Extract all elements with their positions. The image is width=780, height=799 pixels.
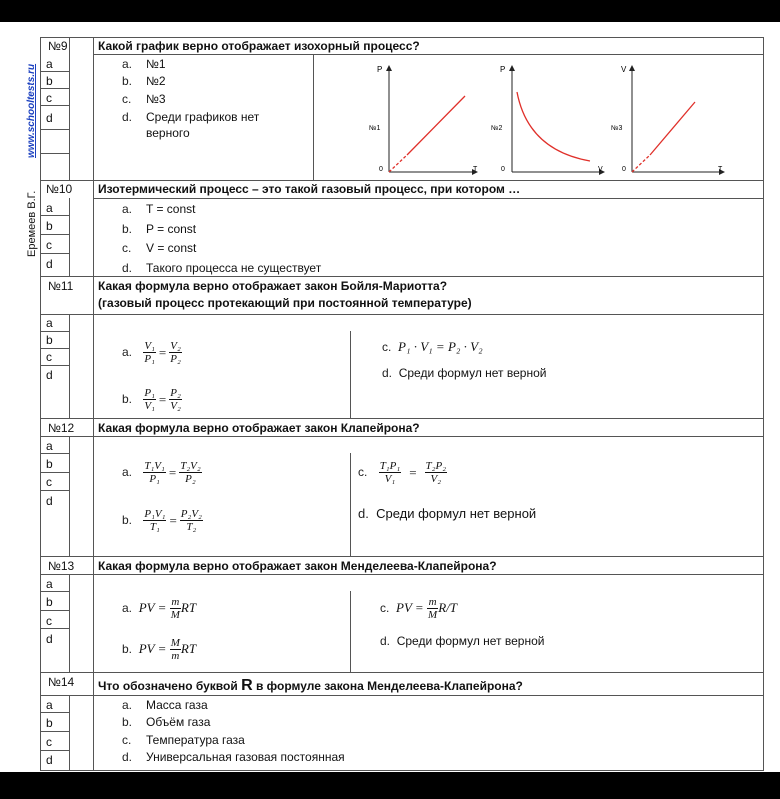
q11-title: Какая формула верно отображает закон Бойля-Мариотта? [98, 279, 448, 293]
site-url-vertical[interactable]: www.schooltests.ru [26, 63, 37, 158]
q13-option-c[interactable]: c. PV = $\frac{m}{M}$ R/T [380, 596, 457, 622]
row-line [40, 695, 764, 696]
option-letter: b. [122, 715, 133, 729]
graph-2-number: №2 [491, 125, 503, 132]
q9-option-a[interactable]: №1 [146, 57, 166, 71]
q11-subtitle: (газовый процесс протекающий при постоянной температуре) [98, 296, 472, 310]
option-letter: c. [122, 92, 132, 106]
q11-option-d[interactable]: d. Среди формул нет верной [382, 366, 547, 380]
answer-letter-d[interactable]: d [46, 494, 53, 508]
q9-option-d-cont: верного [146, 126, 190, 140]
q10-option-b[interactable]: P = const [146, 222, 197, 236]
answer-letter-b[interactable]: b [46, 74, 53, 88]
graph-2-x-label: V [598, 166, 603, 173]
graph-2-origin: 0 [501, 166, 505, 173]
answer-letter-c[interactable]: c [46, 350, 52, 364]
answer-letter-a[interactable]: a [46, 698, 53, 712]
q9-number: №9 [48, 39, 68, 53]
table-border-question-col [93, 37, 94, 770]
q14-option-b[interactable]: Объём газа [146, 715, 211, 729]
row-line [40, 314, 764, 315]
answer-letter-b[interactable]: b [46, 333, 53, 347]
answer-letter-a[interactable]: a [46, 439, 53, 453]
test-sheet [0, 22, 780, 772]
option-letter: a. [122, 57, 133, 71]
option-letter: d. [122, 110, 133, 124]
answer-letter-a[interactable]: a [46, 316, 53, 330]
graph-1-origin: 0 [379, 166, 383, 173]
q13-number: №13 [48, 559, 75, 573]
answer-col-line [69, 314, 70, 418]
row-line [40, 180, 764, 181]
answer-letter-b[interactable]: b [46, 716, 53, 730]
graph-3-origin: 0 [622, 166, 626, 173]
q11-option-b[interactable]: b. $\frac{\text{P₁}}{\text{V₁}}$ = $\frac{\text{P₂}}{\text{V₂}}$ [122, 387, 181, 413]
answer-letter-d[interactable]: d [46, 368, 53, 382]
answer-letter-a[interactable]: a [46, 577, 53, 591]
q12-divider [350, 453, 351, 556]
q12-option-b[interactable]: b. $\frac{\text{P₁V₁}}{\text{T₁}}$ = $\frac{\text{P₂V₂}}{\text{T₂}}$ [122, 508, 202, 534]
q14-option-a[interactable]: Масса газа [146, 698, 208, 712]
q11-option-c[interactable]: c. P₁ · V₁ = P₂ · V₂ [382, 339, 483, 354]
q12-option-c[interactable]: c. $\frac{\text{T₁P₁}}{\text{V₁}}$ = $\frac{\text{T₂P₂}}{\text{V₂}}$ [358, 460, 447, 486]
q11-number: №11 [48, 279, 74, 293]
row-line [40, 574, 764, 575]
answer-letter-c[interactable]: c [46, 91, 52, 105]
row-line [40, 556, 764, 557]
q9-graphs [365, 60, 765, 178]
row-line [40, 276, 764, 277]
row-line [40, 418, 764, 419]
q14-title: Что обозначено буквой R в формуле закона Менделеева-Клапейрона? [98, 677, 523, 694]
answer-col-line [69, 574, 70, 672]
option-letter: c. [122, 733, 132, 747]
row-line [40, 37, 764, 38]
q10-title: Изотермический процесс – это такой газовый процесс, при котором … [98, 182, 521, 196]
option-letter: a. [122, 202, 133, 216]
answer-letter-a[interactable]: a [46, 201, 53, 215]
q12-option-d[interactable]: d. Среди формул нет верной [358, 506, 537, 521]
graph-3 [611, 65, 723, 173]
answer-letter-d[interactable]: d [46, 257, 53, 271]
q9-divider [313, 54, 314, 180]
option-letter: b. [122, 74, 133, 88]
answer-col-line [69, 198, 70, 276]
answer-letter-d[interactable]: d [46, 111, 53, 125]
row-line [40, 770, 764, 771]
q13-option-b[interactable]: b. PV = $\frac{M}{m}$ RT [122, 637, 197, 663]
row-line [93, 198, 764, 199]
q11-option-a[interactable]: a. $\frac{\text{V₁}}{\text{P₁}}$ = $\frac{\text{V₂}}{\text{P₂}}$ [122, 340, 181, 366]
option-letter: c. [122, 241, 132, 255]
q10-number: №10 [46, 182, 73, 196]
answer-letter-c[interactable]: c [46, 614, 52, 628]
graph-2-y-label: P [500, 65, 506, 74]
q9-option-d[interactable]: Среди графиков нет [146, 110, 260, 124]
option-letter: d. [122, 750, 133, 764]
q10-option-c[interactable]: V = const [146, 241, 197, 255]
q12-number: №12 [48, 421, 75, 435]
option-letter: d. [122, 261, 133, 275]
q13-divider [350, 591, 351, 672]
answer-letter-d[interactable]: d [46, 632, 53, 646]
graph-3-x-label: T [718, 166, 723, 173]
row-line [93, 54, 764, 55]
answer-letter-b[interactable]: b [46, 457, 53, 471]
q13-option-d[interactable]: d. Среди формул нет верной [380, 634, 545, 648]
q14-option-d[interactable]: Универсальная газовая постоянная [146, 750, 345, 764]
q14-number: №14 [48, 675, 75, 689]
q13-title: Какая формула верно отображает закон Менделеева-Клапейрона? [98, 559, 497, 573]
answer-letter-c[interactable]: c [46, 475, 52, 489]
table-border-left [40, 37, 41, 770]
q9-option-c[interactable]: №3 [146, 92, 166, 106]
graph-1-number: №1 [369, 125, 381, 132]
graph-3-number: №3 [611, 125, 623, 132]
q10-option-a[interactable]: T = const [146, 202, 196, 216]
answer-col-line [69, 695, 70, 770]
answer-letter-c[interactable]: c [46, 238, 52, 252]
q11-divider [350, 331, 351, 418]
graph-2 [491, 65, 603, 173]
q12-title: Какая формула верно отображает закон Клапейрона? [98, 421, 420, 435]
q14-option-c[interactable]: Температура газа [146, 733, 245, 747]
answer-letter-b[interactable]: b [46, 595, 53, 609]
author-vertical: Еремеев В.Г. [26, 190, 38, 257]
answer-letter-a[interactable]: a [46, 57, 53, 71]
answer-letter-b[interactable]: b [46, 219, 53, 233]
answer-letter-d[interactable]: d [46, 753, 53, 767]
q9-option-b[interactable]: №2 [146, 74, 166, 88]
answer-col-line [69, 37, 70, 180]
q13-option-a[interactable]: a. PV = $\frac{m}{M}$ RT [122, 596, 197, 622]
q12-option-a[interactable]: a. $\frac{\text{T₁V₁}}{\text{P₁}}$ = $\frac{\text{T₂V₂}}{\text{P₂}}$ [122, 460, 201, 486]
option-letter: a. [122, 698, 133, 712]
option-letter: b. [122, 222, 133, 236]
answer-letter-c[interactable]: c [46, 735, 52, 749]
graph-3-y-label: V [621, 65, 627, 74]
row-line [40, 672, 764, 673]
q9-title: Какой график верно отображает изохорный процесс? [98, 39, 420, 53]
graph-1 [369, 65, 478, 173]
answer-col-line [69, 436, 70, 556]
graph-1-x-label: T [473, 166, 478, 173]
graph-1-y-label: P [377, 65, 383, 74]
row-line [40, 436, 764, 437]
q10-option-d[interactable]: Такого процесса не существует [146, 261, 322, 275]
